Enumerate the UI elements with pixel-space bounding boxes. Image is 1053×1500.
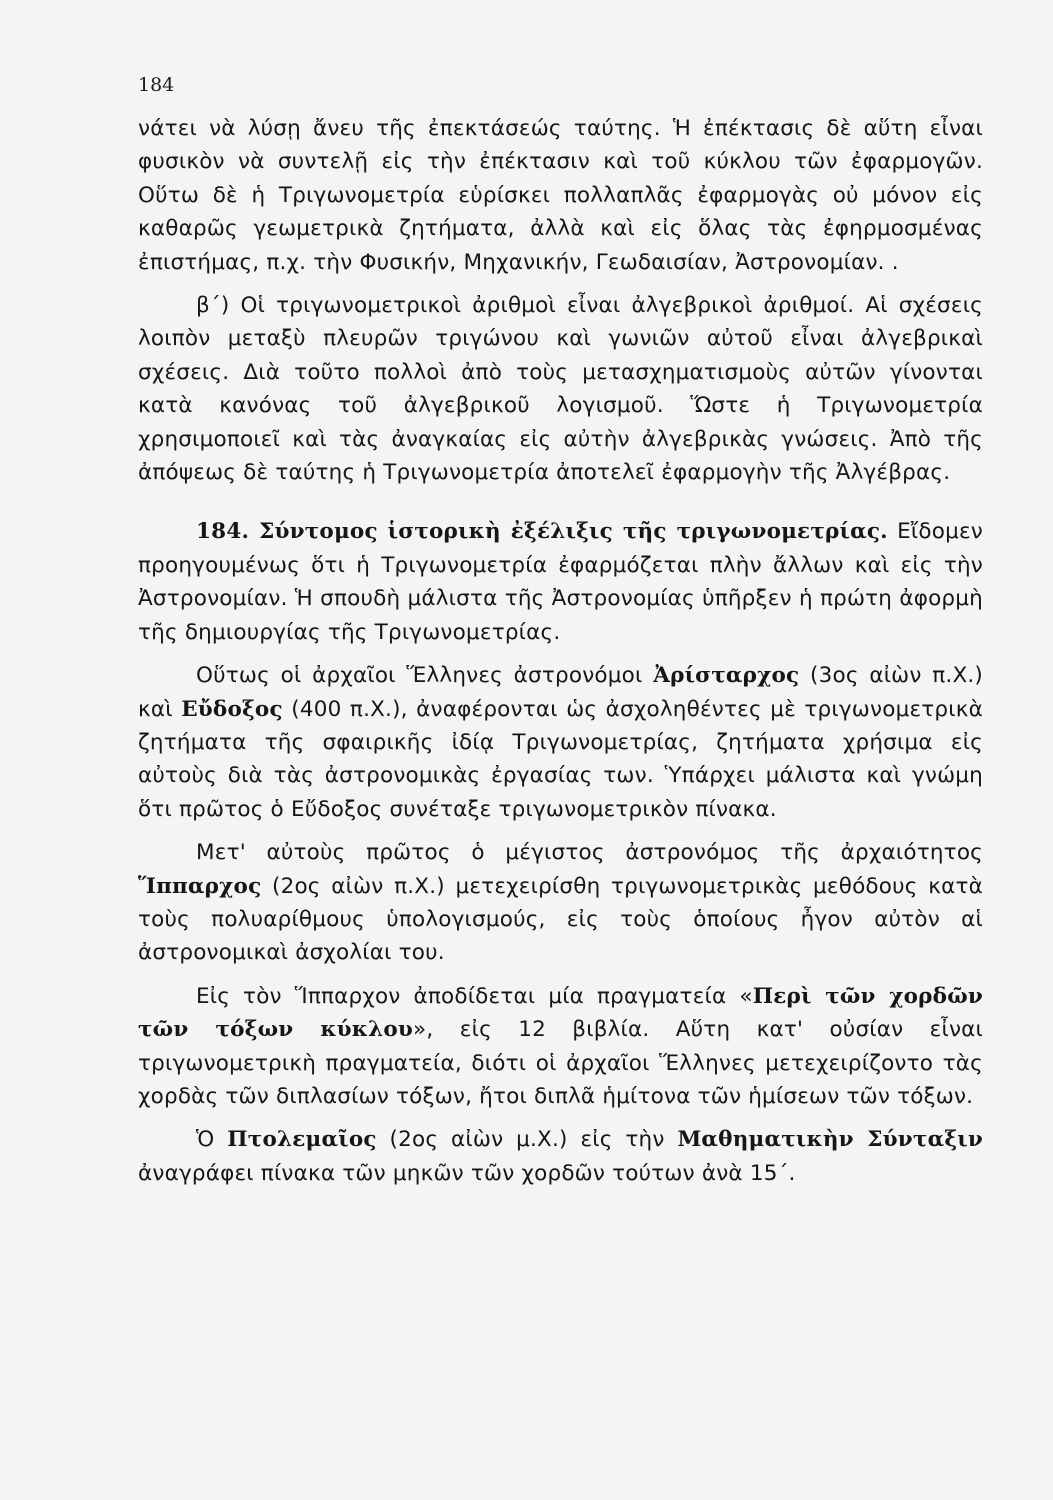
- text-run: (2ος αἰὼν μ.Χ.) εἰς τὴν: [376, 1127, 678, 1153]
- text-run: (400 π.Χ.), ἀναφέρονται ὡς ἀσχοληθέντες μὲ τριγωνομετρικὰ ζητήματα τῆς σφαιρικῆς ἰδίᾳ Τριγωνομετρίας, ζητήματα χρήσιμα εἰς αὐτοὺς διὰ τὰς ἀστρονομικὰς ἐργασίας των. Ὑπάρχει μάλιστα καὶ γνώμη ὅτι πρῶτος ὁ Εὔδοξος συνέταξε τριγωνομετρικὸν πίνακα.: [138, 696, 983, 822]
- text-run: Ὁ: [196, 1127, 228, 1153]
- name-ptolemy: Πτολεμαῖος: [227, 1127, 377, 1153]
- name-eudoxus: Εὔδοξος: [181, 696, 283, 722]
- paragraph-aristarchus: [138, 659, 983, 826]
- body-text: [138, 112, 983, 1190]
- paragraph-ptolemy: [138, 1123, 983, 1190]
- text-run: », εἰς 12 βιβλία. Αὕτη κατ' οὐσίαν εἶναι τριγωνομετρικὴ πραγματεία, διότι οἱ ἀρχαῖοι Ἕλληνες μετεχειρίζοντο τὰς χορδὰς τῶν διπλασίων τόξων, ἤτοι διπλᾶ ἡμίτονα τῶν ἡμίσεων τῶν τόξων.: [138, 1017, 984, 1109]
- paragraph-treatise: [138, 980, 983, 1114]
- section-184-paragraph: [138, 515, 983, 649]
- work-syntaxis: Μαθηματικὴν Σύνταξιν: [677, 1127, 983, 1153]
- text-run: (2ος αἰὼν π.Χ.) μετεχειρίσθη τριγωνομετρικὰς μεθόδους κατὰ τοὺς πολυαρίθμους ὑπολογισμούς, εἰς τοὺς ὁποίους ἦγον αὐτὸν αἱ ἀστρονομικαὶ ἀσχολίαι του.: [138, 873, 983, 966]
- paragraph-text: β΄) Οἱ τριγωνομετρικοὶ ἀριθμοὶ εἶναι ἀλγεβρικοὶ ἀριθμοί. Αἱ σχέσεις λοιπὸν μεταξὺ πλευρῶν τριγώνου καὶ γωνιῶν αὐτοῦ εἶναι ἀλγεβρικαὶ σχέσεις. Διὰ τοῦτο πολλοὶ ἀπὸ τοὺς μετασχηματισμοὺς αὐτῶν γίνονται κατὰ κανόνας τοῦ ἀλγεβρικοῦ λογισμοῦ. Ὥστε ἡ Τριγωνομετρία χρησιμοποιεῖ καὶ τὰς ἀναγκαίας εἰς αὐτὴν ἀλγεβρικὰς γνώσεις. Ἀπὸ τῆς ἀπόψεως δὲ ταύτης ἡ Τριγωνομετρία ἀποτελεῖ ἐφαρμογὴν τῆς Ἀλγέβρας.: [138, 293, 983, 486]
- paragraph-text: νάτει νὰ λύσῃ ἄνευ τῆς ἐπεκτάσεώς ταύτης. Ἡ ἐπέκτασις δὲ αὕτη εἶναι φυσικὸν νὰ συντελῇ εἰς τὴν ἐπέκτασιν καὶ τοῦ κύκλου τῶν ἐφαρμογῶν. Οὕτω δὲ ἡ Τριγωνομετρία εὑρίσκει πολλαπλᾶς ἐφαρμογὰς οὐ μόνον εἰς καθαρῶς γεωμετρικὰ ζητήματα, ἀλλὰ καὶ εἰς ὅλας τὰς ἐφηρμοσμένας ἐπιστήμας, π.χ. τὴν Φυσικήν, Μηχανικήν, Γεωδαισίαν, Ἀστρονομίαν. .: [138, 116, 983, 275]
- text-run: (3ος αἰὼν π.Χ.) καὶ: [138, 663, 983, 722]
- section-heading: 184. Σύντομος ἱστορικὴ ἐξέλιξις τῆς τριγωνομετρίας.: [196, 519, 888, 545]
- text-run: ἀναγράφει πίνακα τῶν μηκῶν τῶν χορδῶν τούτων ἀνὰ 15΄.: [138, 1160, 796, 1186]
- page-number: 184: [138, 74, 175, 96]
- text-run: Μετ' αὐτοὺς πρῶτος ὁ μέγιστος ἀστρονόμος τῆς ἀρχαιότητος: [196, 840, 983, 866]
- paragraph-text: Εἴδομεν προηγουμένως ὅτι ἡ Τριγωνομετρία ἐφαρμόζεται πλὴν ἄλλων καὶ εἰς τὴν Ἀστρονομίαν. Ἡ σπουδὴ μάλιστα τῆς Ἀστρονομίας ὑπῆρξεν ἡ πρώτη ἀφορμὴ τῆς δημιουργίας τῆς Τριγωνομετρίας.: [138, 519, 983, 645]
- paragraph-2: [138, 289, 983, 489]
- name-aristarchus: Ἀρίσταρχος: [653, 663, 800, 689]
- name-hipparchus: Ἵππαρχος: [138, 873, 262, 899]
- paragraph-1: [138, 112, 983, 279]
- treatise-title: Περὶ τῶν χορδῶν τῶν τόξων κύκλου: [138, 983, 983, 1043]
- text-run: Οὕτως οἱ ἀρχαῖοι Ἕλληνες ἀστρονόμοι: [196, 663, 654, 689]
- paragraph-hipparchus: [138, 836, 983, 970]
- text-run: Εἰς τὸν Ἵππαρχον ἀποδίδεται μία πραγματεία «: [196, 983, 753, 1009]
